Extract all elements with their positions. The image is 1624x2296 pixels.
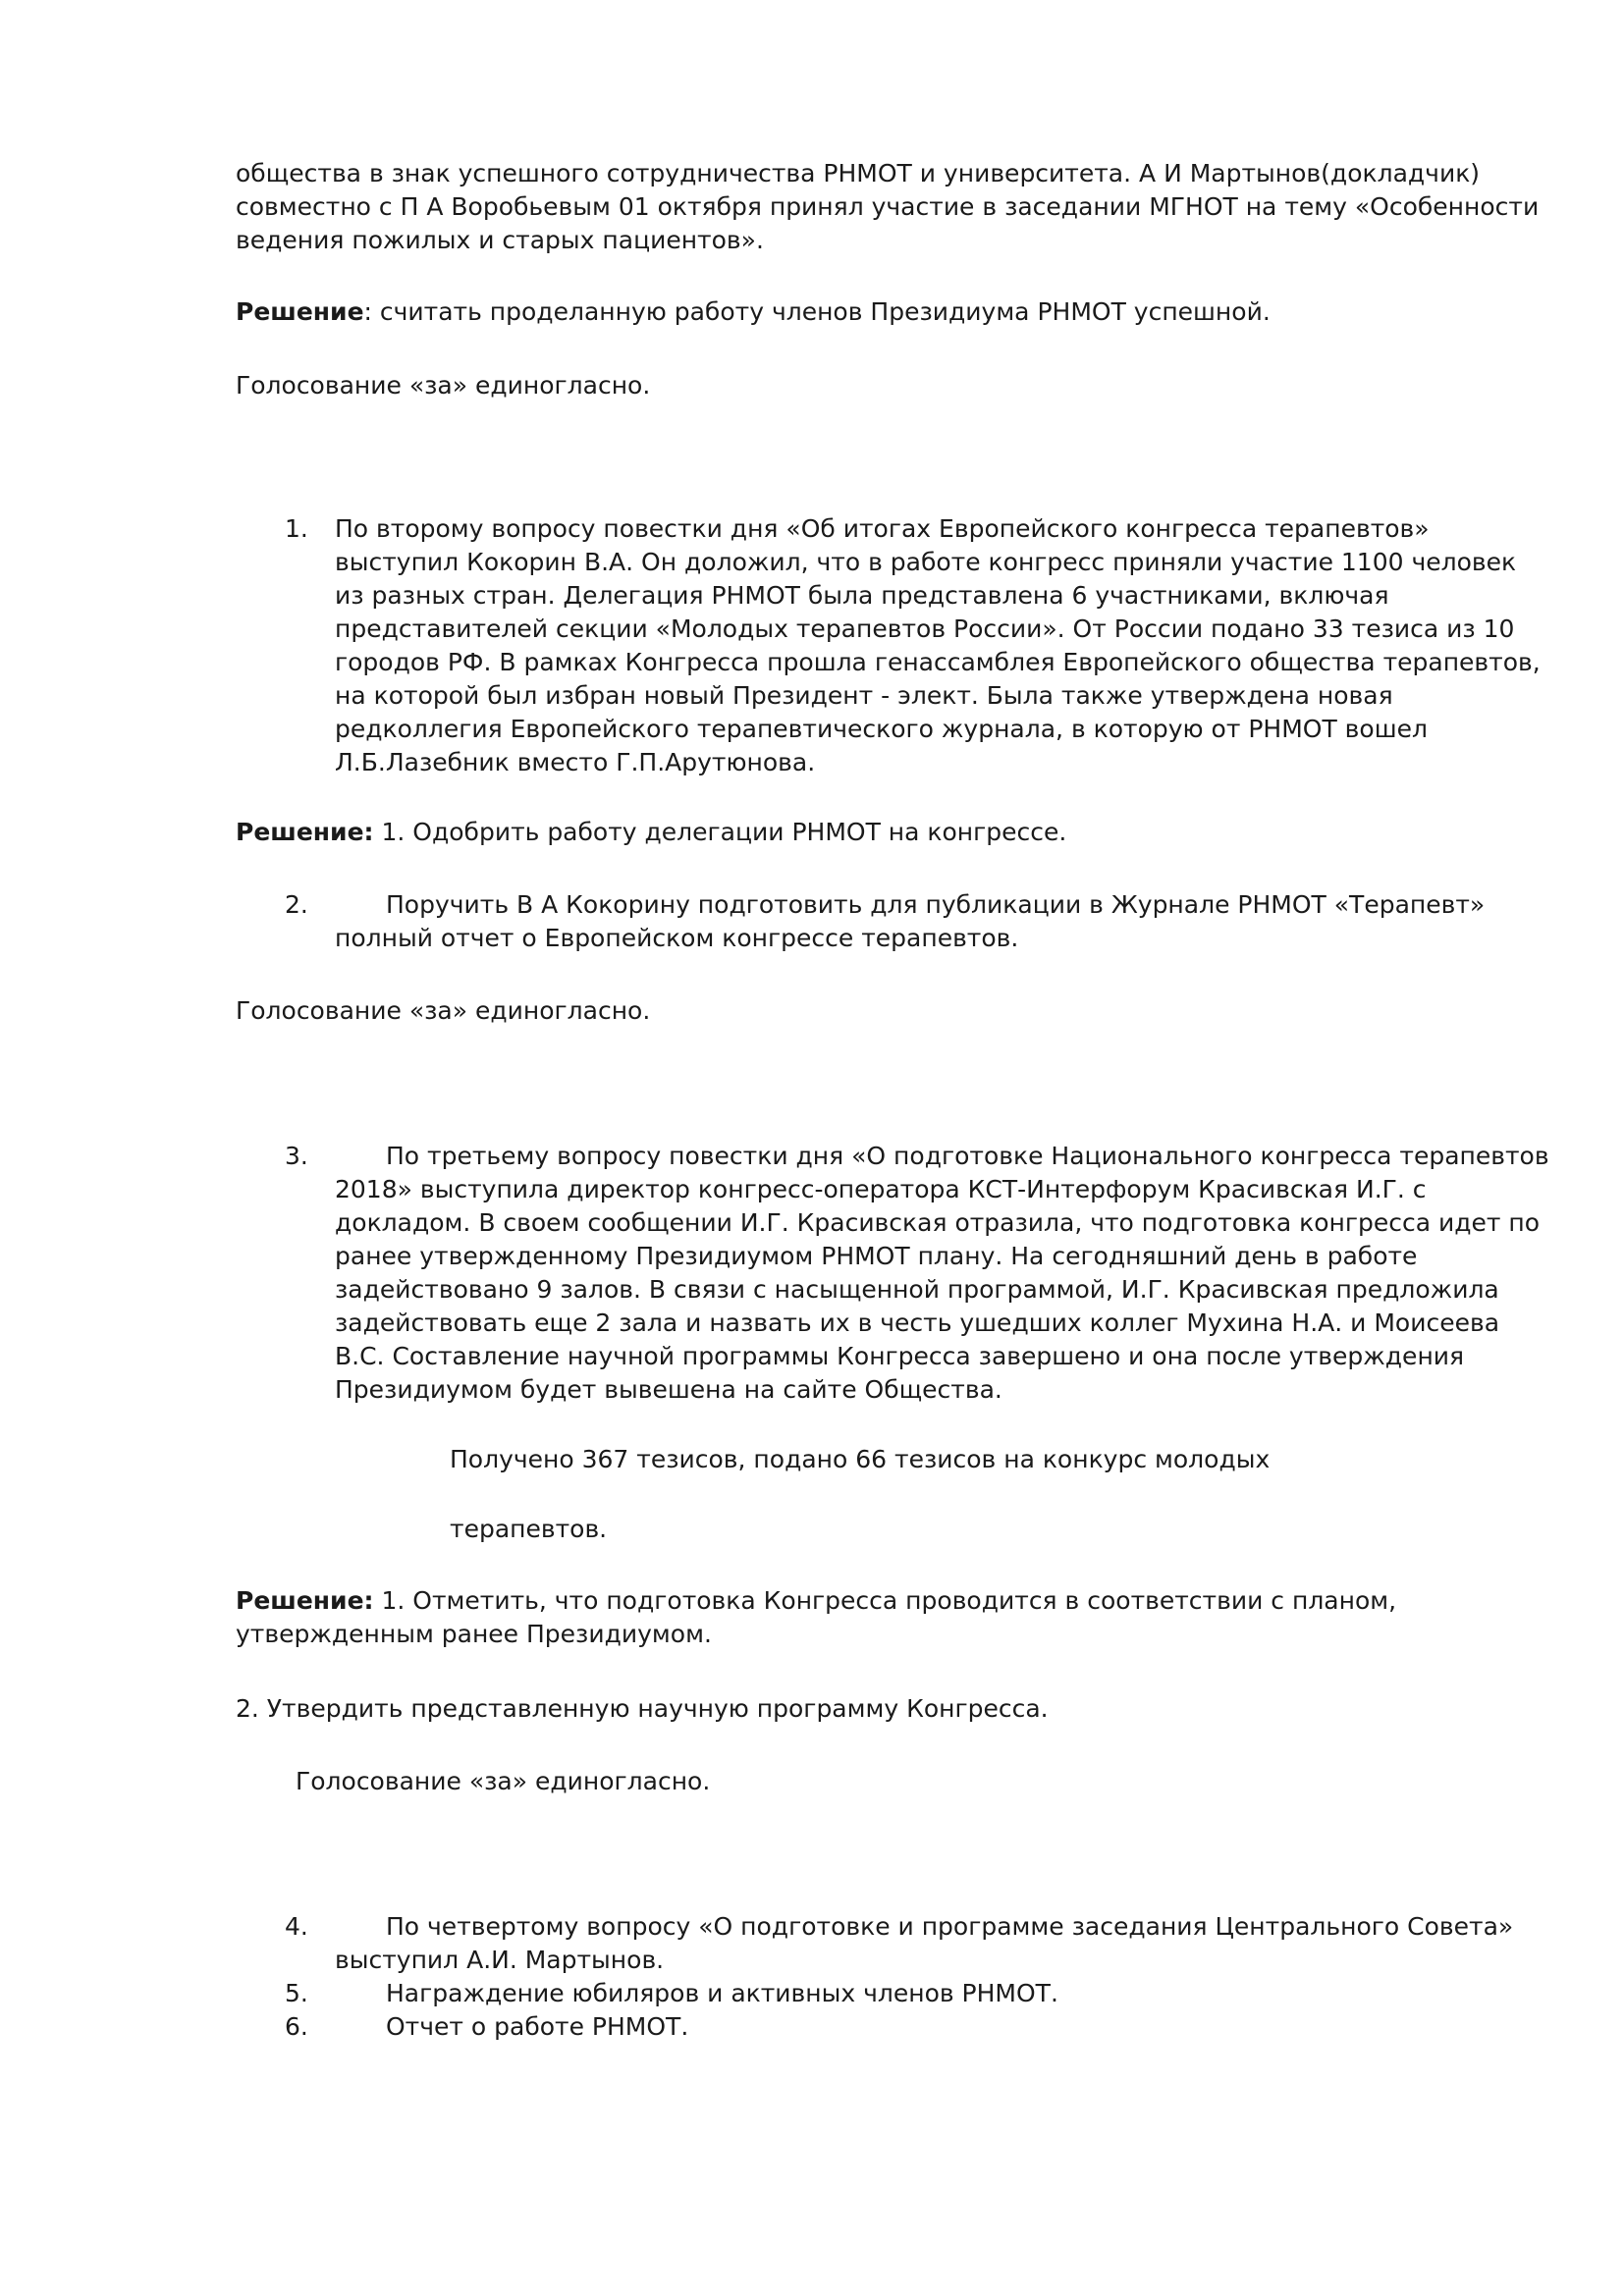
- agenda-line: из разных стран. Делегация РНМОТ была представлена 6 участниками, включая: [335, 581, 1389, 610]
- decision-label: Решение:: [236, 1586, 374, 1615]
- agenda-item-1: [335, 512, 1541, 779]
- decision-text: 1. Отметить, что подготовка Конгресса проводится в соответствии с планом,: [373, 1586, 1397, 1615]
- agenda-line: редколлегия Европейского терапевтического журнала, в которую от РНМОТ вошел: [335, 715, 1428, 743]
- agenda-line: ранее утвержденному Президиумом РНМОТ плану. На сегодняшний день в работе: [335, 1242, 1418, 1270]
- theses-line-1: Получено 367 тезисов, подано 66 тезисов на конкурс молодых: [450, 1445, 1271, 1473]
- agenda-line: задействовано 9 залов. В связи с насыщенной программой, И.Г. Красивская предложила: [335, 1275, 1499, 1304]
- agenda-item-5: Награждение юбиляров и активных членов РНМОТ.: [386, 1979, 1058, 2007]
- agenda-line: задействовать еще 2 зала и назвать их в честь ушедших коллег Мухина Н.А. и Моисеева: [335, 1308, 1500, 1337]
- list-number: 3.: [285, 1142, 308, 1170]
- agenda-line: Поручить В А Кокорину подготовить для публикации в Журнале РНМОТ «Терапевт»: [386, 890, 1486, 919]
- agenda-line: 2018» выступила директор конгресс-оператора КСТ-Интерфорум Красивская И.Г. с: [335, 1175, 1427, 1203]
- agenda-line: Л.Б.Лазебник вместо Г.П.Арутюнова.: [335, 748, 816, 776]
- agenda-line: представителей секции «Молодых терапевтов России». От России подано 33 тезиса из 10: [335, 614, 1515, 643]
- agenda-line: Президиумом будет вывешена на сайте Общества.: [335, 1375, 1002, 1404]
- vote-1: Голосование «за» единогласно.: [236, 371, 651, 400]
- decision-label: Решение:: [236, 818, 374, 846]
- agenda-item-6: Отчет о работе РНМОТ.: [386, 2012, 689, 2041]
- list-number: 1.: [285, 514, 308, 543]
- agenda-line: В.С. Составление научной программы Конгресса завершено и она после утверждения: [335, 1342, 1465, 1370]
- agenda-item-3: [335, 1140, 1549, 1407]
- agenda-item-4: [335, 1910, 1513, 1977]
- decision-text: 1. Одобрить работу делегации РНМОТ на конгрессе.: [373, 818, 1067, 846]
- decision-label: Решение: [236, 297, 364, 326]
- agenda-line: докладом. В своем сообщении И.Г. Красивская отразила, что подготовка конгресса идет по: [335, 1208, 1541, 1237]
- vote-3: Голосование «за» единогласно.: [296, 1767, 711, 1795]
- list-number: 5.: [285, 1979, 308, 2007]
- list-number: 2.: [285, 890, 308, 919]
- list-number: 4.: [285, 1912, 308, 1941]
- agenda-line: По четвертому вопросу «О подготовке и программе заседания Центрального Совета»: [386, 1912, 1514, 1941]
- agenda-line: выступил Кокорин В.А. Он доложил, что в работе конгресс приняли участие 1100 человек: [335, 548, 1517, 576]
- theses-line-2: терапевтов.: [450, 1515, 608, 1543]
- decision-text: утвержденным ранее Президиумом.: [236, 1620, 712, 1648]
- agenda-line: По второму вопросу повестки дня «Об итогах Европейского конгресса терапевтов»: [335, 514, 1430, 543]
- agenda-line: полный отчет о Европейском конгрессе терапевтов.: [335, 924, 1019, 952]
- decision-2: [236, 816, 1066, 849]
- agenda-item-2: [335, 888, 1485, 955]
- decision-text: : считать проделанную работу членов Президиума РНМОТ успешной.: [363, 297, 1271, 326]
- agenda-line: выступил А.И. Мартынов.: [335, 1946, 665, 1974]
- agenda-line: По третьему вопросу повестки дня «О подготовке Национального конгресса терапевтов: [386, 1142, 1549, 1170]
- intro-line: общества в знак успешного сотрудничества РНМОТ и университета. А И Мартынов(докладчик): [236, 159, 1481, 187]
- agenda-line: городов РФ. В рамках Конгресса прошла генассамблея Европейского общества терапевтов,: [335, 648, 1541, 676]
- intro-paragraph: [236, 157, 1539, 257]
- decision-1: [236, 295, 1271, 329]
- list-number: 6.: [285, 2012, 308, 2041]
- agenda-line: на которой был избран новый Президент - элект. Была также утверждена новая: [335, 681, 1393, 710]
- decision-3-item-2: 2. Утвердить представленную научную программу Конгресса.: [236, 1694, 1049, 1723]
- intro-line: ведения пожилых и старых пациентов».: [236, 226, 764, 254]
- decision-3: [236, 1584, 1396, 1651]
- vote-2: Голосование «за» единогласно.: [236, 996, 651, 1025]
- intro-line: совместно с П А Воробьевым 01 октября принял участие в заседании МГНОТ на тему «Особенности: [236, 192, 1540, 221]
